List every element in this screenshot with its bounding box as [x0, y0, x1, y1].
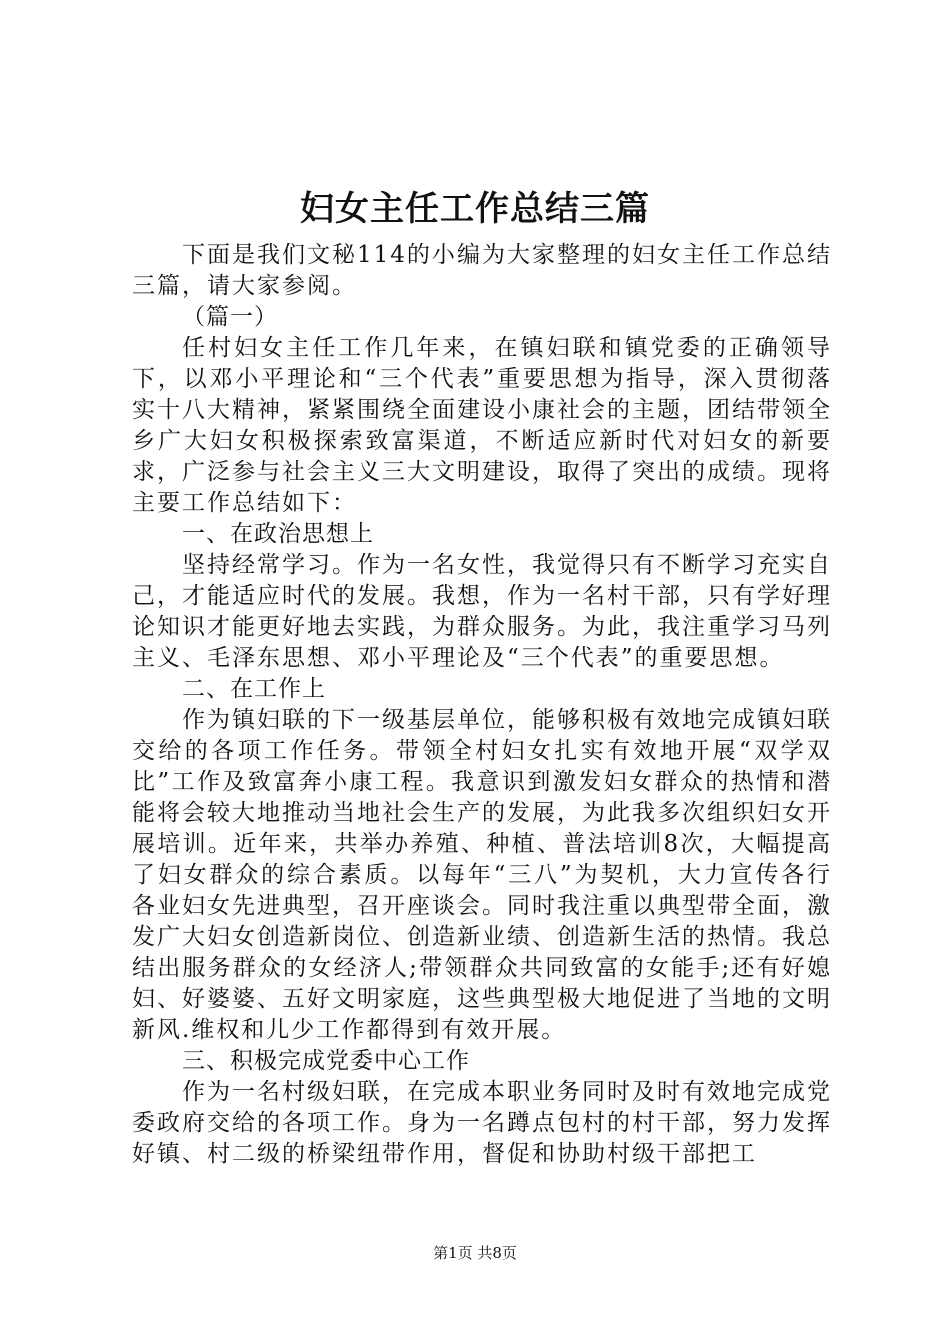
- intro-paragraph: 下面是我们文秘114的小编为大家整理的妇女主任工作总结三篇，请大家参阅。: [132, 242, 832, 299]
- part-heading: （篇一）: [182, 304, 278, 330]
- page-footer: 第1页 共8页: [433, 1244, 517, 1262]
- body-paragraph: 坚持经常学习。作为一名女性，我觉得只有不断学习充实自己，才能适应时代的发展。我想，作为一名村干部，只有学好理论知识才能更好地去实践，为群众服务。为此，我注重学习马列主义、毛泽东思想、邓小平理论及“三个代表”的重要思想。: [132, 552, 832, 671]
- document-title: 妇女主任工作总结三篇: [300, 189, 650, 229]
- body-paragraph: 作为一名村级妇联，在完成本职业务同时及时有效地完成党委政府交给的各项工作。身为一名蹲点包村的村干部，努力发挥好镇、村二级的桥梁纽带作用，督促和协助村级干部把工: [132, 1079, 832, 1167]
- document-body: [132, 240, 832, 1170]
- section-heading-3: 三、积极完成党委中心工作: [182, 1048, 470, 1074]
- section-heading-2: 二、在工作上: [182, 676, 326, 702]
- body-paragraph: 作为镇妇联的下一级基层单位，能够积极有效地完成镇妇联交给的各项工作任务。带领全村妇女扎实有效地开展“双学双比”工作及致富奔小康工程。我意识到激发妇女群众的热情和潜能将会较大地推动当地社会生产的发展，为此我多次组织妇女开展培训。近年来，共举办养殖、种植、普法培训8次，大幅提高了妇女群众的综合素质。以每年“三八”为契机，大力宣传各行各业妇女先进典型，召开座谈会。同时我注重以典型带全面，激发广大妇女创造新岗位、创造新业绩、创造新生活的热情。我总结出服务群众的女经济人;带领群众共同致富的女能手;还有好媳妇、好婆婆、五好文明家庭，这些典型极大地促进了当地的文明新风.维权和儿少工作都得到有效开展。: [132, 707, 832, 1043]
- body-paragraph: 任村妇女主任工作几年来，在镇妇联和镇党委的正确领导下，以邓小平理论和“三个代表”重要思想为指导，深入贯彻落实十八大精神，紧紧围绕全面建设小康社会的主题，团结带领全乡广大妇女积极探索致富渠道，不断适应新时代对妇女的新要求，广泛参与社会主义三大文明建设，取得了突出的成绩。现将主要工作总结如下：: [132, 335, 832, 516]
- section-heading-1: 一、在政治思想上: [182, 521, 374, 547]
